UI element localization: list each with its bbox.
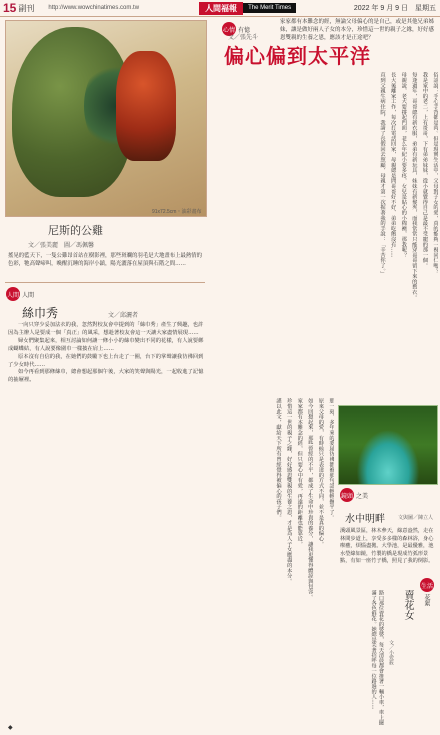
masthead-en: The Merit Times xyxy=(243,3,296,13)
photo-tag xyxy=(340,488,368,502)
main-headline: 偏心偏到太平洋 xyxy=(224,44,371,68)
main-column: 每逢過年，哥哥總有新衣服，弟弟有新玩具，妹妹有新髮夾，而我常常只能穿哥哥留下來的舊衣。 xyxy=(410,72,417,300)
main-tag-label: 有憶 xyxy=(238,26,251,34)
art-caption: 91x72.5cm・油彩畫布 xyxy=(152,209,202,215)
corner-body: 路口那位賣花的婆婆，每天清晨都會推著一輛小車，車上擺滿了各色鮮花。她總是笑著招呼每一位路過的人…… xyxy=(370,590,384,726)
main-column: 如今回想起來，那些曾經的不平，都成了生命中珍貴的養分，讓我更懂得體諒與包容。 xyxy=(306,398,313,600)
corner-tag-label: 花絮 xyxy=(423,594,430,606)
main-column: 原來父母的愛，有時候只是表達的方式不同，並不是真的偏心。 xyxy=(317,398,324,547)
photo-tag-badge: 鏡頭 xyxy=(340,488,354,502)
essay-tag-badge: 人間 xyxy=(6,287,20,301)
main-author: 文／張先斗 xyxy=(228,34,259,41)
main-column: 俗話說：手心手背都是肉。但是現實生活中，父母對子女的愛，真的能夠一視同仁嗎？ xyxy=(432,72,438,274)
photo-byline: 文與圖／陳立人 xyxy=(398,515,434,521)
essay-tag xyxy=(6,287,34,301)
end-star-icon: ◆ xyxy=(8,724,13,731)
essay-author: 文／邱灑者 xyxy=(108,312,139,319)
main-column: 那一刻，多年來的委屈彷彿都被那句話輕輕撫平了。 xyxy=(328,398,334,520)
photo-title: 水中明畔 xyxy=(345,514,385,525)
photo-tag-label: 之美 xyxy=(356,492,369,500)
essay-tag-label: 人間 xyxy=(22,291,35,299)
main-column: 珍惜這一世的親子之緣，好好感恩雙親的生養之恩，才是為人子女應盡的本分。 xyxy=(285,398,292,584)
main-lead: 家家都有本難念的經，無論父母偏心的是自己，或是其他兄弟姊妹，讓是做好兩人子女的本分，珍惜這一世的親子之緣，好好感恩雙親的生養之恩，應該才是正途吧？ xyxy=(280,19,435,41)
poem-title: 尼斯的公雞 xyxy=(48,224,103,237)
page-header xyxy=(0,0,440,17)
section-divider xyxy=(5,282,205,283)
main-body-columns xyxy=(218,72,438,392)
essay-title: 絲巾秀 xyxy=(22,306,59,320)
section-name: 副刊 xyxy=(18,3,35,13)
main-column: 家家都有本難念的經，但只要心中有愛，再遠的距離也能靠近。 xyxy=(296,398,303,547)
corner-tag xyxy=(420,578,436,592)
page-number: 15 xyxy=(3,1,17,15)
garden-pond-photo xyxy=(338,405,438,485)
rooster-painting xyxy=(5,20,207,217)
main-column: 母親說，老大要撐起門面，老么年紀小要多疼，女兒是貼心的小棉襖，那我呢？ xyxy=(400,72,407,258)
main-column: 謹以此文，獻給天下所有曾經覺得被偏心的孩子們。 xyxy=(275,398,282,520)
header-url[interactable]: http://www.wowchinatimes.com.tw xyxy=(48,5,140,11)
main-column: 我是家中的老二，上有哥哥，下有弟弟妹妹，從小就覺得自己是最不受寵的那一個。 xyxy=(421,72,428,269)
rooster-shape xyxy=(116,51,176,161)
essay-paragraph: 一向只穿少妥加法衣的我，忽然對校友會中提到的「絲巾秀」產生了興趣，也許因為主辦人是要成一個「真正」的風采，想趁著校友會這一天讓大家盡情展現…… xyxy=(8,322,204,336)
corner-title: 賣花女 xyxy=(402,590,413,620)
main-body-columns-lower xyxy=(218,398,334,728)
essay-paragraph: 如今再看到那條絲巾，總會想起那個午後，大家的笑聲與陽光，一起收進了記憶的抽屜裡。 xyxy=(8,369,204,384)
masthead-logo xyxy=(199,1,296,15)
poem-byline: 文／張美麗 圖／馮佩馨 xyxy=(28,242,95,249)
corner-tag-badge: 生活 xyxy=(420,578,434,592)
main-column: 直到父親生病住院，我請了長假回去照顧，母親才第一次握著我的手說：「辛苦你了。」 xyxy=(379,72,386,277)
essay-paragraph: 婦女們聚集起來，相互討論如何讓一條小小的絲巾變出不同的花樣，有人說要綁成蝴蝶結，有人說要像圍巾一樣披在肩上…… xyxy=(8,337,204,352)
essay-body xyxy=(8,322,204,385)
issue-date: 2022 年 9 月 9 日 星期五 xyxy=(353,5,436,12)
photo-body: 溪頭風景區，林木參天，綠意盎然，走在林間步道上，享受多多樣的森林浴，身心療癒，煩惱盡拋。大學池，是最優雅，池水瑩綠如鏡，竹製的橋是現成竹弧形景點，有如一座竹子橋，照見了我的倒影。 xyxy=(340,528,434,565)
main-column: 長大後離家工作，每次打電話回家，母親總是問哥哥好不好、弟弟吃飽沒有…… xyxy=(389,72,396,258)
poem-body: 搖晃的藍天下，一隻公雞昂首站在樹影裡，那些斑斕的羽毛是大地畫布上最熱情的色彩，牠高聲啼叫，喚醒沉睡的海岸小鎮，陽光灑落在屋頂與石階之間…… xyxy=(8,253,203,267)
essay-paragraph: 原本沒有自信的我，在她們的鼓勵下也上台走了一圈，台下的掌聲讓我彷彿回到了少女時代…… xyxy=(8,353,204,368)
main-tag-badge: 心情 xyxy=(222,22,236,36)
masthead-cn: 人間福報 xyxy=(199,2,243,15)
corner-author: 文／小愛筱 xyxy=(388,640,394,665)
